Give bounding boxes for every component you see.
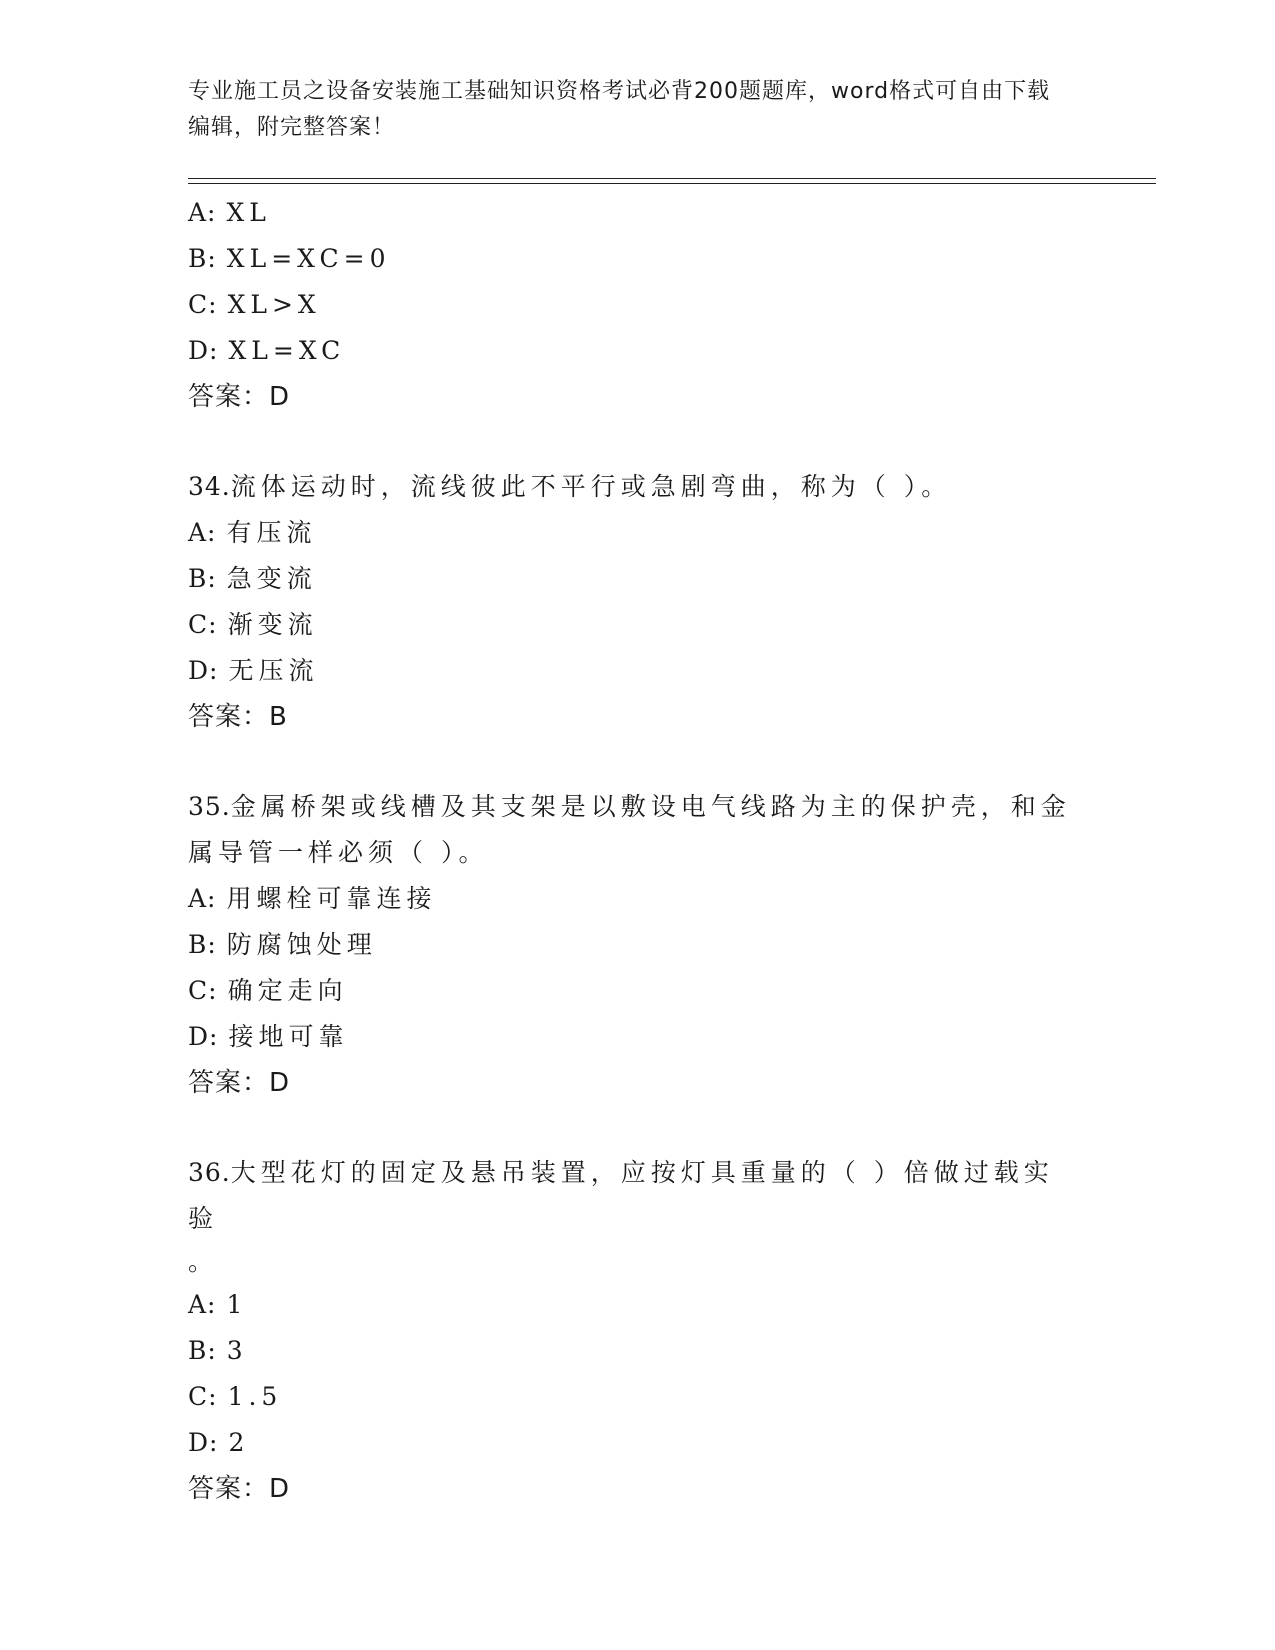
option-letter: C: xyxy=(188,1382,218,1411)
option-text: 1 xyxy=(226,1290,248,1319)
option-d xyxy=(188,1420,1088,1466)
question-text: 大型花灯的固定及悬吊装置，应按灯具重量的（ ）倍做过载实验 xyxy=(188,1158,1054,1233)
document-header: 专业施工员之设备安装施工基础知识资格考试必背200题题库，word格式可自由下载编辑，附完整答案！ xyxy=(188,79,1051,140)
option-b xyxy=(188,1328,1088,1374)
question-text: 金属桥架或线槽及其支架是以敷设电气线路为主的保护壳，和金属导管一样必须（ ）。 xyxy=(188,792,1071,867)
option-text: 渐变流 xyxy=(227,610,318,639)
answer-line: 答案：B xyxy=(188,702,288,732)
option-letter: B: xyxy=(188,930,217,959)
option-d xyxy=(188,1014,1088,1060)
partial-question-block xyxy=(188,190,1088,420)
option-letter: D: xyxy=(188,656,219,685)
option-b xyxy=(188,556,1088,602)
answer-line: 答案：D xyxy=(188,1474,291,1504)
question-block-35 xyxy=(188,784,1088,1106)
header-divider-bottom xyxy=(188,183,1156,184)
option-a xyxy=(188,876,1088,922)
option-letter: A: xyxy=(188,518,217,547)
option-letter: A: xyxy=(188,198,217,227)
question-number: 36. xyxy=(188,1158,231,1187)
option-text: 接地可靠 xyxy=(228,1022,349,1051)
option-text: 有压流 xyxy=(226,518,317,547)
option-d xyxy=(188,328,1088,374)
option-letter: C: xyxy=(188,610,218,639)
question-block-34 xyxy=(188,464,1088,740)
answer-line: 答案：D xyxy=(188,1068,291,1098)
option-d xyxy=(188,648,1088,694)
question-number: 34. xyxy=(188,472,231,501)
option-text: 2 xyxy=(228,1428,250,1457)
option-text: XL=XC xyxy=(228,336,346,365)
option-letter: D: xyxy=(188,1022,219,1051)
option-letter: C: xyxy=(188,976,218,1005)
option-text: 1.5 xyxy=(227,1382,283,1411)
option-c xyxy=(188,602,1088,648)
option-letter: C: xyxy=(188,290,218,319)
option-c xyxy=(188,282,1088,328)
option-letter: B: xyxy=(188,564,217,593)
option-b xyxy=(188,922,1088,968)
option-c xyxy=(188,1374,1088,1420)
option-text: 3 xyxy=(226,1336,248,1365)
question-list xyxy=(188,190,1088,1512)
question-stem-tail: 。 xyxy=(188,1247,214,1276)
option-letter: D: xyxy=(188,1428,219,1457)
option-b xyxy=(188,236,1088,282)
option-a xyxy=(188,1282,1088,1328)
option-text: 防腐蚀处理 xyxy=(226,930,377,959)
question-number: 35. xyxy=(188,792,231,821)
option-c xyxy=(188,968,1088,1014)
option-letter: B: xyxy=(188,1336,217,1365)
option-text: 确定走向 xyxy=(227,976,348,1005)
question-text: 流体运动时，流线彼此不平行或急剧弯曲，称为（ ）。 xyxy=(230,472,952,501)
header-divider-top xyxy=(188,178,1156,179)
option-a xyxy=(188,190,1088,236)
answer-line: 答案：D xyxy=(188,382,291,412)
option-text: 无压流 xyxy=(228,656,319,685)
question-stem xyxy=(188,1150,1078,1242)
option-a xyxy=(188,510,1088,556)
question-stem xyxy=(188,784,1078,876)
option-letter: D: xyxy=(188,336,219,365)
question-stem xyxy=(188,464,1078,510)
option-text: 急变流 xyxy=(226,564,317,593)
option-text: 用螺栓可靠连接 xyxy=(226,884,437,913)
option-text: XL=XC=0 xyxy=(226,244,391,273)
option-letter: B: xyxy=(188,244,217,273)
option-letter: A: xyxy=(188,1290,217,1319)
option-text: XL xyxy=(226,198,271,227)
option-text: XL>X xyxy=(227,290,321,319)
option-letter: A: xyxy=(188,884,217,913)
question-block-36 xyxy=(188,1150,1088,1512)
